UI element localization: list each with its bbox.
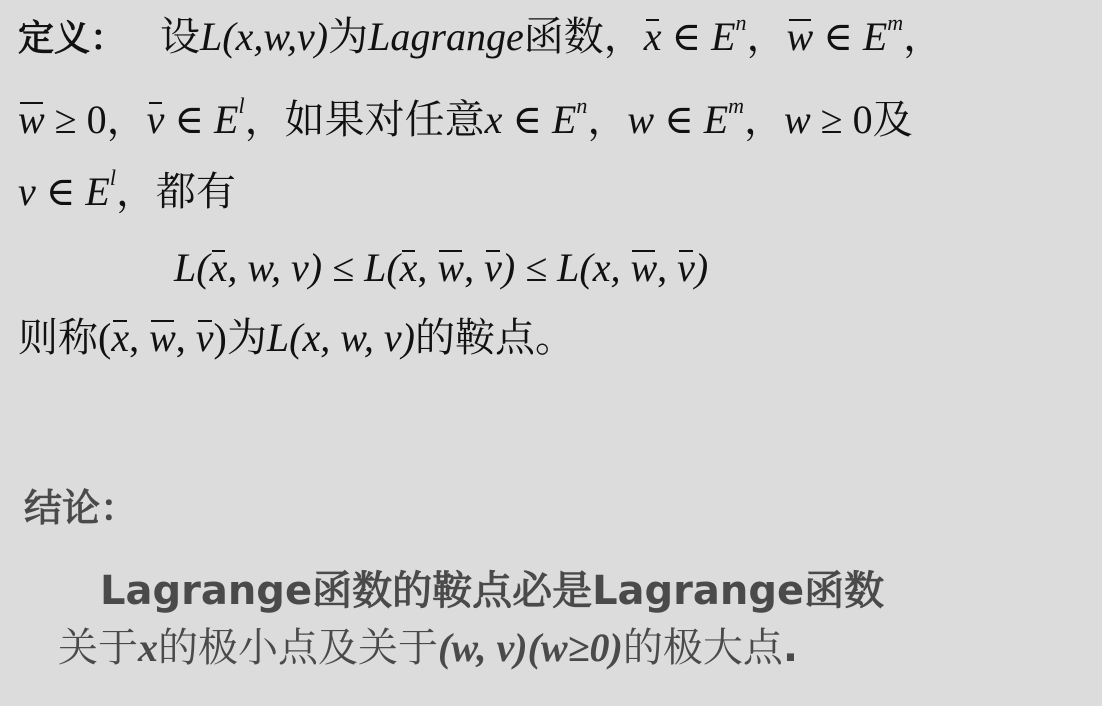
element-of: ∈	[654, 97, 704, 142]
formula-part: )	[694, 245, 709, 290]
superscript-n: n	[735, 10, 747, 36]
x-var: x	[484, 97, 503, 142]
superscript-l: l	[238, 93, 245, 119]
x-var: x	[138, 625, 158, 670]
x-bar: x	[644, 12, 662, 62]
space-E: E	[551, 97, 577, 142]
v-bar: v	[147, 95, 165, 145]
comma: ,	[129, 315, 150, 360]
element-of: ∈	[813, 14, 863, 59]
w-bar: w	[437, 243, 464, 293]
text: 及	[872, 97, 913, 142]
text: ，如果对任意	[244, 97, 485, 142]
x-bar: x	[400, 243, 418, 293]
definition-line-2	[18, 95, 913, 145]
comma: ,	[657, 245, 678, 290]
element-of: ∈	[502, 97, 552, 142]
v-bar: v	[677, 243, 695, 293]
text: 关于	[58, 625, 138, 671]
greater-equal-zero: ≥ 0	[810, 97, 873, 142]
saddle-inequality-formula	[174, 243, 708, 293]
text: 的极大点	[622, 625, 783, 671]
element-of: ∈	[661, 14, 712, 59]
separator: ，	[903, 14, 944, 59]
v-bar: v	[196, 313, 214, 363]
lagrange-word: Lagrange	[368, 14, 524, 59]
greater-equal-zero: ≥ 0，	[44, 97, 147, 142]
superscript-m: m	[887, 10, 904, 36]
text: 为	[328, 14, 369, 59]
comma: ,	[175, 315, 196, 360]
definition-line-1	[18, 12, 943, 64]
text: 设	[160, 14, 201, 59]
nonnegativity-condition: (w≥0)	[527, 625, 623, 670]
space-E: E	[703, 97, 729, 142]
element-of: ∈	[35, 169, 86, 214]
text: 的鞍点。	[414, 315, 575, 360]
separator: ，	[744, 97, 785, 142]
conclusion-label: 结论：	[24, 486, 139, 530]
text: 则称(	[18, 315, 112, 360]
space-E: E	[214, 97, 239, 142]
separator: ，	[587, 97, 628, 142]
superscript-n: n	[576, 93, 588, 119]
lagrange-function-symbol: L(x, w, v)	[266, 315, 415, 360]
definition-line-5	[18, 313, 575, 363]
definition-label: 定义：	[18, 18, 127, 59]
w-bar: w	[787, 12, 814, 62]
space-E: E	[711, 14, 736, 59]
conclusion-line-2	[58, 623, 798, 673]
element-of: ∈	[164, 97, 215, 142]
superscript-m: m	[728, 93, 745, 119]
w-bar: w	[18, 95, 45, 145]
text: 的极小点及关于	[158, 625, 438, 671]
space-E: E	[85, 169, 110, 214]
w-var: w	[627, 97, 655, 142]
lagrange-function-symbol: L(x,w,v)	[200, 14, 329, 59]
formula-part: L(	[174, 245, 210, 290]
x-bar: x	[111, 313, 129, 363]
comma: ,	[417, 245, 438, 290]
separator: ，	[746, 14, 787, 59]
text: )为	[213, 315, 267, 360]
formula-part: ) ≤ L(x,	[501, 245, 631, 290]
formula-part: , w, v) ≤ L(	[227, 245, 400, 290]
w-bar: w	[149, 313, 176, 363]
definition-line-3	[18, 167, 236, 217]
w-var: w	[784, 97, 811, 142]
v-var: v	[18, 169, 36, 214]
x-bar: x	[210, 243, 228, 293]
text: 函数，	[523, 14, 644, 59]
period: .	[782, 625, 799, 671]
w-bar: w	[630, 243, 657, 293]
superscript-l: l	[109, 165, 116, 191]
text: ，都有	[115, 169, 236, 214]
comma: ,	[464, 245, 485, 290]
v-bar: v	[484, 243, 502, 293]
conclusion-line-1: Lagrange函数的鞍点必是Lagrange函数	[100, 568, 885, 614]
space-E: E	[862, 14, 888, 59]
w-v-tuple: (w, v)	[438, 625, 528, 670]
